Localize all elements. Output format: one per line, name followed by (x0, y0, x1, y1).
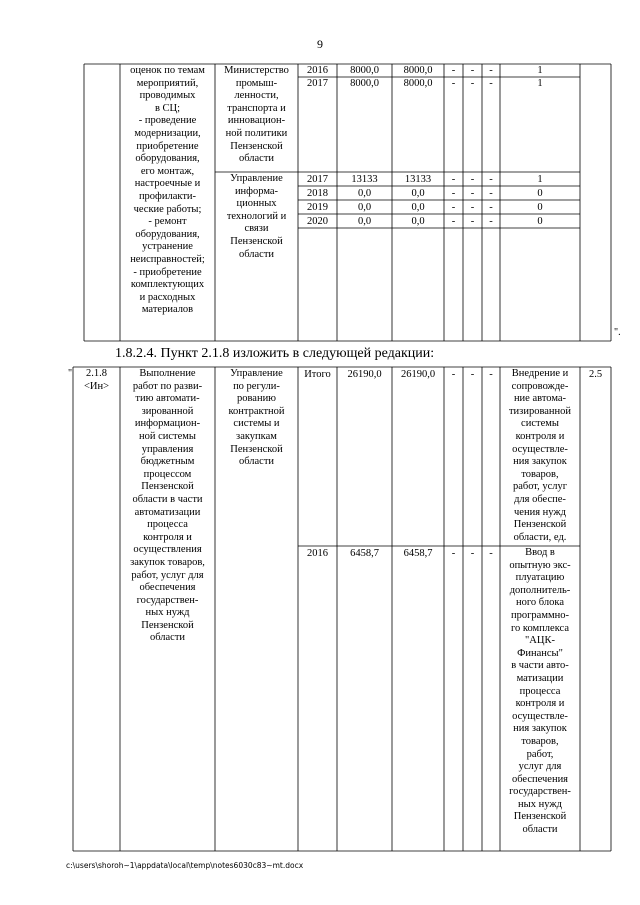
page-number: 9 (317, 37, 323, 51)
t1-executor-ministry: Министерство промыш- ленности, транспорта и инновацион- ной политики Пензенской области (224, 65, 289, 165)
opening-quote: " (68, 368, 73, 379)
closing-quote: ". (614, 327, 621, 338)
t1-executor-it: Управление информа- ционных технологий и связи Пензенской области (226, 173, 287, 260)
t2-executor: Управление по регули- рованию контрактной системы и закупкам Пензенской области (228, 368, 285, 468)
t2-activity-cell: Выполнение работ по разви- тию автомати- зированной информацион- ной системы управления бюджетным процессом Пензенской области в части автоматизации процесса контроля и осуществления закупок товаров, работ, услуг для обеспечения государствен- ных нужд Пензенской области (130, 368, 205, 644)
t2-result-total: Внедрение и сопровожде- ние автома- тизированной системы контроля и осуществле- ния закупок товаров, работ, услуг для обеспе- чения нужд Пензенской области, ед. (508, 368, 572, 543)
t2-result-2016: Ввод в опытную экс- плуатацию дополнитель- ного блока программно- го комплекса "АЦК- Финансы" в части авто- матизации процесса контроля и осуществле- ния закупок товаров, работ, услуг для обеспечения государствен- ных нужд Пензенской области (509, 547, 571, 836)
t2-item-number: 2.1.8 <Ин> (83, 368, 110, 392)
file-path-footer: c:\users\shoroh~1\appdata\local\temp\notes6030c83~mt.docx (66, 861, 304, 870)
t1-activity-cell: оценок по темам мероприятий, проводимых в СЦ; - проведение модернизации, приобретение оборудования, его монтаж, настроечные и профилакти- ческие работы; - ремонт оборудования, устранение неисправностей; - приобретение комплектующих и расходных материалов (130, 65, 205, 316)
section-heading: 1.8.2.4. Пункт 2.1.8 изложить в следующей редакции: (115, 346, 435, 361)
